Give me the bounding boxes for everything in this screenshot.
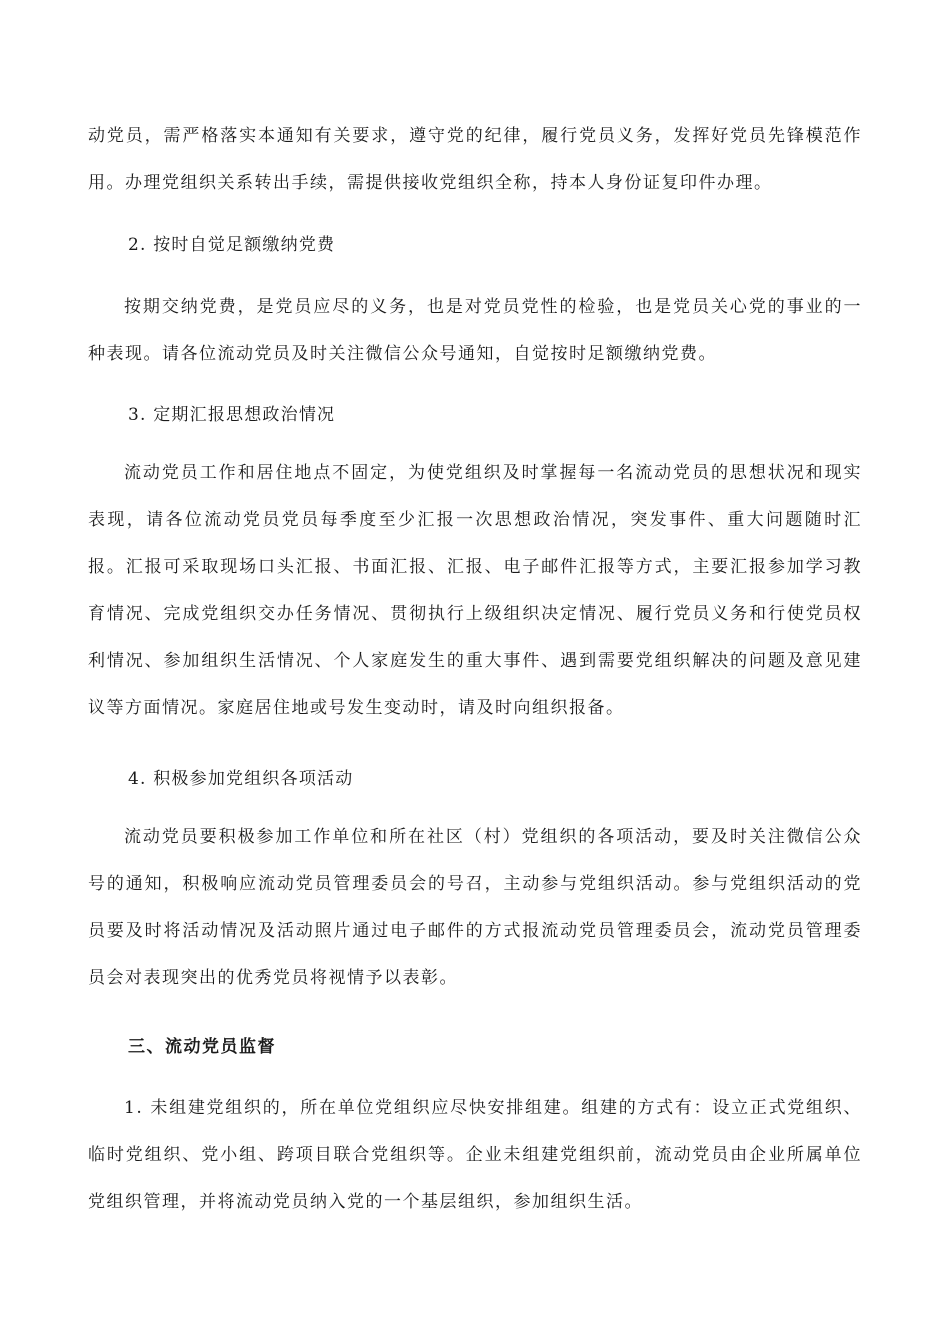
heading-regular-reporting: 3. 定期汇报思想政治情况	[128, 405, 336, 425]
paragraph-party-dues: 按期交纳党费，是党员应尽的义务，也是对党员党性的检验，也是党员关心党的事业的一种表现。请各位流动党员及时关注微信公众号通知，自觉按时足额缴纳党费。	[88, 297, 862, 364]
paragraph-continuation-party-discipline: 动党员，需严格落实本通知有关要求，遵守党的纪律，履行党员义务，发挥好党员先锋模范作用。办理党组织关系转出手续，需提供接收党组织全称，持本人身份证复印件办理。	[88, 126, 862, 193]
section-title-supervision: 三、流动党员监督	[128, 1037, 276, 1057]
paragraph-supervision-item-1: 1. 未组建党组织的，所在单位党组织应尽快安排组建。组建的方式有：设立正式党组织、临时党组织、党小组、跨项目联合党组织等。企业未组建党组织前，流动党员由企业所属单位党组织管理，并将流动党员纳入党的一个基层组织，参加组织生活。	[88, 1098, 862, 1212]
paragraph-party-activities: 流动党员要积极参加工作单位和所在社区（村）党组织的各项活动，要及时关注微信公众号的通知，积极响应流动党员管理委员会的号召，主动参与党组织活动。参与党组织活动的党员要及时将活动情况及活动照片通过电子邮件的方式报流动党员管理委员会，流动党员管理委员会对表现突出的优秀党员将视情予以表彰。	[88, 827, 862, 988]
paragraph-regular-reporting: 流动党员工作和居住地点不固定，为使党组织及时掌握每一名流动党员的思想状况和现实表现，请各位流动党员党员每季度至少汇报一次思想政治情况，突发事件、重大问题随时汇报。汇报可采取现场口头汇报、书面汇报、汇报、电子邮件汇报等方式，主要汇报参加学习教育情况、完成党组织交办任务情况、贯彻执行上级组织决定情况、履行党员义务和行使党员权利情况、参加组织生活情况、个人家庭发生的重大事件、遇到需要党组织解决的问题及意见建议等方面情况。家庭居住地或号发生变动时，请及时向组织报备。	[88, 463, 862, 718]
heading-party-dues: 2. 按时自觉足额缴纳党费	[128, 235, 336, 255]
heading-party-activities: 4. 积极参加党组织各项活动	[128, 769, 354, 789]
